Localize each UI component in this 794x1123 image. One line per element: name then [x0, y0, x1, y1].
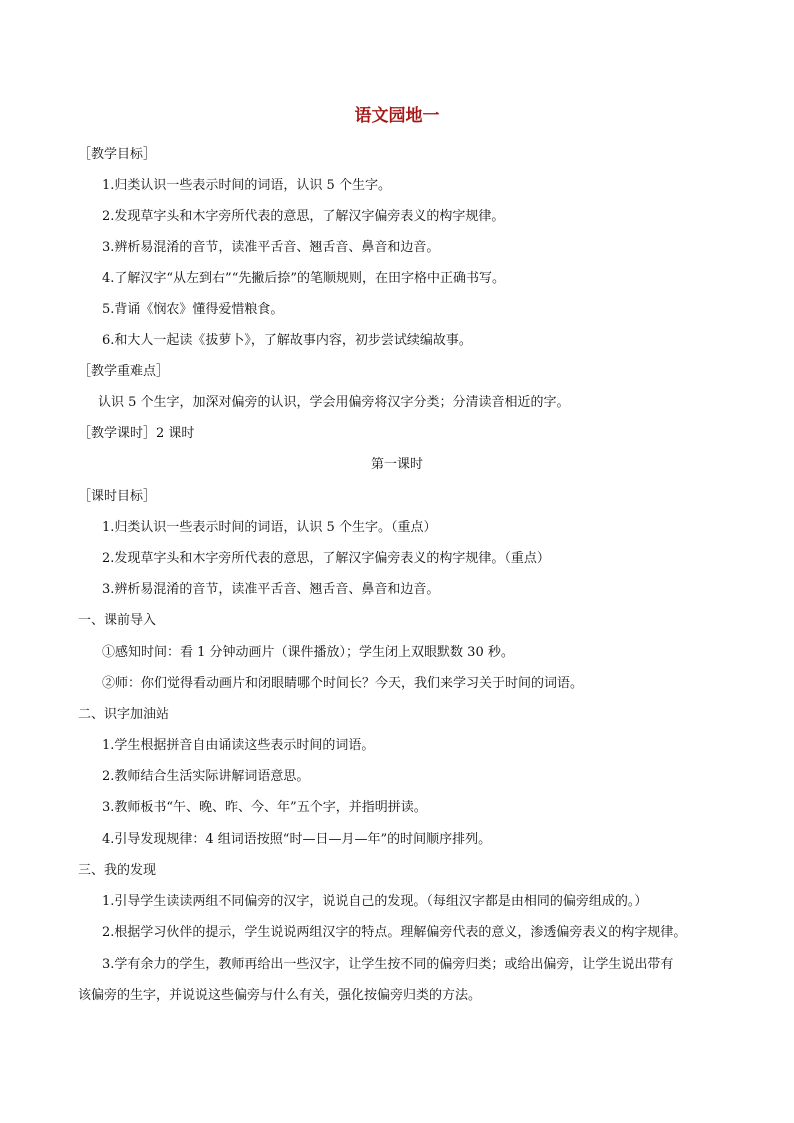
objective-item: 5.背诵《悯农》懂得爱惜粮食。 — [102, 302, 284, 317]
section3-item: 2.根据学习伙伴的提示，学生说说两组汉字的特点。理解偏旁代表的意义，渗透偏旁表义的构字规律。 — [102, 925, 687, 940]
section3-item: 3.学有余力的学生，教师再给出一些汉字，让学生按不同的偏旁归类；或给出偏旁，让学生说出带有 — [102, 957, 674, 972]
section1-heading: 一、课前导入 — [78, 613, 157, 628]
periods-text: ［教学课时］2 课时 — [78, 426, 195, 441]
section2-item: 3.教师板书“午、晚、昨、今、年”五个字，并指明拼读。 — [102, 800, 427, 815]
lesson-goal-item: 3.辨析易混淆的音节，读准平舌音、翘舌音、鼻音和边音。 — [102, 582, 440, 597]
objective-item: 3.辨析易混淆的音节，读准平舌音、翘舌音、鼻音和边音。 — [102, 240, 440, 255]
objectives-heading: ［教学目标］ — [78, 147, 157, 162]
section3-heading: 三、我的发现 — [78, 863, 157, 878]
objective-item: 6.和大人一起读《拔萝卜》，了解故事内容，初步尝试续编故事。 — [102, 333, 472, 348]
lesson-goal-item: 2.发现草字头和木字旁所代表的意思，了解汉字偏旁表义的构字规律。（重点） — [102, 551, 550, 566]
section2-heading: 二、识字加油站 — [78, 707, 170, 722]
lesson-goals-heading: ［课时目标］ — [78, 489, 157, 504]
key-points-heading: ［教学重难点］ — [78, 364, 170, 379]
section2-item: 4.引导发现规律：4 组词语按照“时—日—月—年”的时间顺序排列。 — [102, 832, 492, 847]
key-points-text: 认识 5 个生字，加深对偏旁的认识，学会用偏旁将汉字分类；分清读音相近的字。 — [98, 395, 570, 410]
objective-item: 2.发现草字头和木字旁所代表的意思，了解汉字偏旁表义的构字规律。 — [102, 209, 505, 224]
lesson-goal-item: 1.归类认识一些表示时间的词语，认识 5 个生字。（重点） — [102, 520, 437, 535]
section2-item: 1.学生根据拼音自由诵读这些表示时间的词语。 — [102, 738, 375, 753]
objective-item: 1.归类认识一些表示时间的词语，认识 5 个生字。 — [102, 178, 391, 193]
objective-item: 4.了解汉字“从左到右”“先撇后捺”的笔顺规则，在田字格中正确书写。 — [102, 271, 505, 286]
section1-item: ②师：你们觉得看动画片和闭眼睛哪个时间长？今天，我们来学习关于时间的词语。 — [102, 676, 584, 691]
section1-item: ①感知时间：看 1 分钟动画片（课件播放）；学生闭上双眼默数 30 秒。 — [102, 645, 514, 660]
section2-item: 2.教师结合生活实际讲解词语意思。 — [102, 769, 310, 784]
page-title: 语文园地一 — [354, 106, 440, 126]
section3-item: 1.引导学生读读两组不同偏旁的汉字，说说自己的发现。（每组汉字都是由相同的偏旁组成的。） — [102, 894, 648, 909]
section3-item-continued: 该偏旁的生字，并说说这些偏旁与什么有关，强化按偏旁归类的方法。 — [78, 988, 482, 1003]
lesson-one-heading: 第一课时 — [370, 457, 423, 472]
